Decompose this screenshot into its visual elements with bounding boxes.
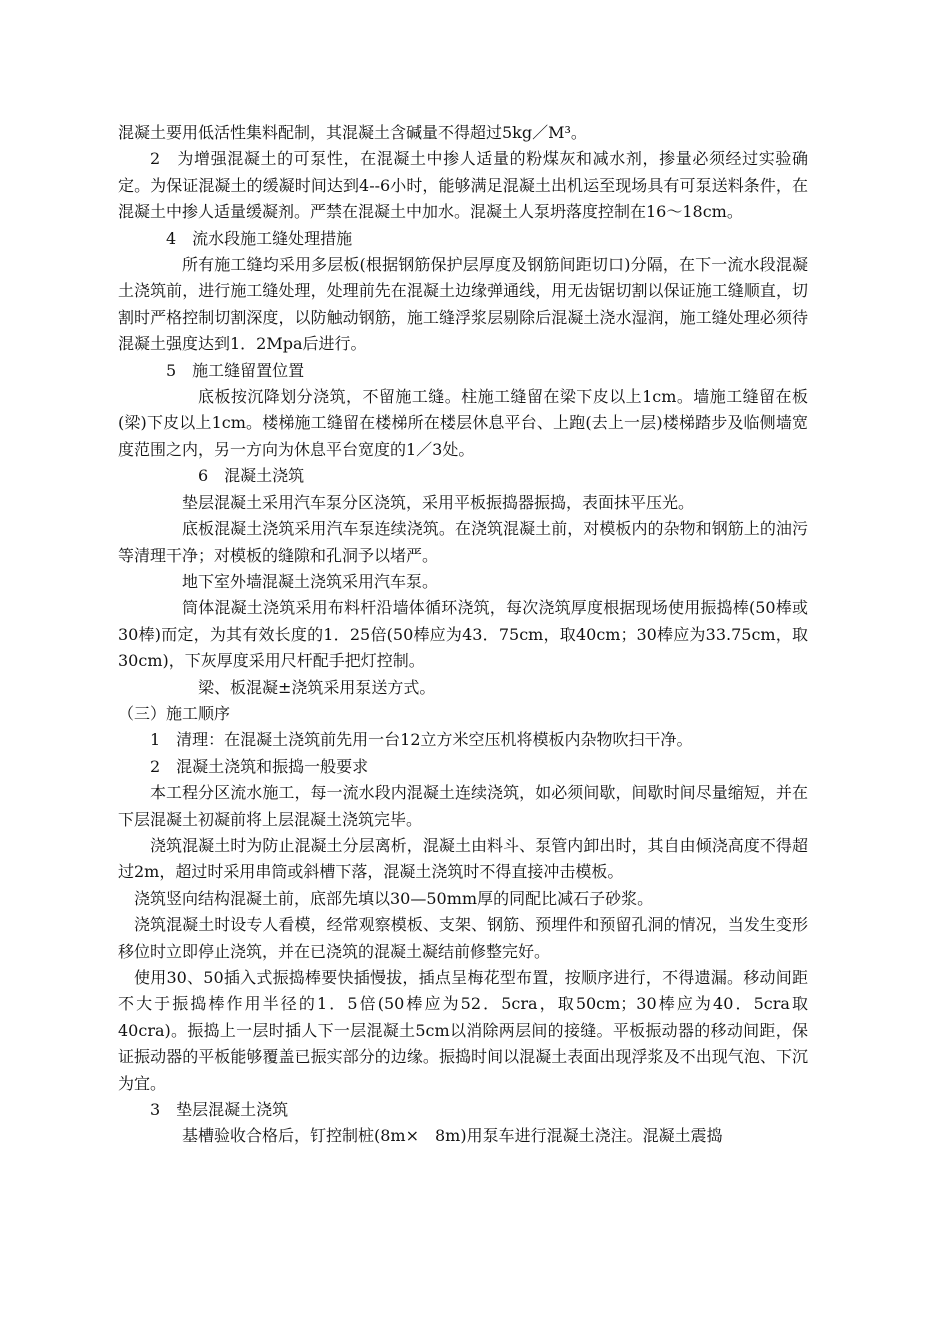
paragraph-joint-location: 底板按沉降划分浇筑，不留施工缝。柱施工缝留在梁下皮以上1cm。墙施工缝留在板(梁)下皮以上1cm。楼梯施工缝留在楼梯所在楼层休息平台、上跑(去上一层)楼梯踏步及临侧墙宽度范围之内，另一方向为休息平台宽度的1／3处。 <box>118 387 808 459</box>
paragraph-beam-slab: 梁、板混凝±浇筑采用泵送方式。 <box>198 677 436 697</box>
paragraph-cleaning: 1 清理：在混凝土浇筑前先用一台12立方米空压机将模板内杂物吹扫干净。 <box>150 730 693 750</box>
heading-construction-sequence: （三）施工顺序 <box>118 703 231 723</box>
heading-joint-location: 5 施工缝留置位置 <box>166 360 305 380</box>
paragraph-pumpability: 2 为增强混凝土的可泵性，在混凝土中掺人适量的粉煤灰和减水剂，掺量必须经过实验确定。为保证混凝土的缓凝时间达到4--6小时，能够满足混凝土出机运至现场具有可泵送料条件，在混凝土中掺人适量缓凝剂。严禁在混凝土中加水。混凝土人泵坍落度控制在16～18cm。 <box>118 149 808 222</box>
heading-construction-joint-measures: 4 流水段施工缝处理措施 <box>166 228 353 248</box>
paragraph-cushion-pouring: 垫层混凝土采用汽车泵分区浇筑，采用平板振捣器振捣，表面抹平压光。 <box>182 492 695 512</box>
paragraph-core-tube: 筒体混凝土浇筑采用布料杆沿墙体循环浇筑，每次浇筑厚度根据现场使用振捣棒(50棒或30棒)而定，为其有效长度的1．25倍(50棒应为43．75cm，取40cm；30棒应为33.75cm，取30cm)，下灰厚度采用尺杆配手把灯控制。 <box>118 598 808 671</box>
paragraph-flow-construction: 本工程分区流水施工，每一流水段内混凝土连续浇筑，如必须间歇，间歇时间尽量缩短，并在下层混凝土初凝前将上层混凝土浇筑完毕。 <box>118 783 808 829</box>
paragraph-segregation: 浇筑混凝土时为防止混凝土分层离析，混凝土由料斗、泵管内卸出时，其自由倾浇高度不得超过2m，超过时采用串筒或斜槽下落，混凝土浇筑时不得直接冲击模板。 <box>118 835 808 882</box>
paragraph-alkali-limit: 混凝土要用低活性集料配制，其混凝土含碱量不得超过5kg／M³。 <box>118 123 587 142</box>
paragraph-formwork-watch: 浇筑混凝土时设专人看模，经常观察模板、支架、钢筋、预埋件和预留孔洞的情况，当发生变形移位时立即停止浇筑，并在已浇筑的混凝土凝结前修整完好。 <box>118 915 808 961</box>
paragraph-vibration: 使用30、50插入式振捣棒要快插慢拔，插点呈梅花型布置，按顺序进行，不得遗漏。移动间距不大于振捣棒作用半径的1．5倍(50棒应为52．5cra，取50cm；30棒应为40．5cra取40cra)。振捣上一层时插人下一层混凝土5cm以消除两层间的接缝。平板振动器的移动间距，保证振动器的平板能够覆盖已振实部分的边缘。振捣时间以混凝土表面出现浮浆及不出现气泡、下沉为宜。 <box>118 968 808 1093</box>
document-body <box>118 120 808 1150</box>
paragraph-basement-wall: 地下室外墙混凝土浇筑采用汽车泵。 <box>182 571 439 591</box>
paragraph-base-slab-pouring: 底板混凝土浇筑采用汽车泵连续浇筑。在浇筑混凝土前，对模板内的杂物和钢筋上的油污等清理干净；对模板的缝隙和孔洞予以堵严。 <box>118 519 808 565</box>
heading-cushion-pouring: 3 垫层混凝土浇筑 <box>150 1100 289 1120</box>
paragraph-vertical-structure: 浇筑竖向结构混凝土前，底部先填以30—50mm厚的同配比减石子砂浆。 <box>134 888 654 908</box>
heading-general-requirements: 2 混凝土浇筑和振捣一般要求 <box>150 756 369 776</box>
paragraph-joint-treatment: 所有施工缝均采用多层板(根据钢筋保护层厚度及钢筋间距切口)分隔，在下一流水段混凝土浇筑前，进行施工缝处理，处理前先在混凝土边缘弹通线，用无齿锯切割以保证施工缝顺直，切割时严格控制切割深度，以防触动钢筋，施工缝浮浆层剔除后混凝土浇水湿润，施工缝处理必须待混凝土强度达到1．2Mpa后进行。 <box>118 255 808 354</box>
paragraph-trench-acceptance: 基槽验收合格后，钉控制桩(8m× 8m)用泵车进行混凝土浇注。混凝土震捣 <box>182 1126 723 1146</box>
heading-concrete-pouring: 6 混凝土浇筑 <box>198 466 305 486</box>
